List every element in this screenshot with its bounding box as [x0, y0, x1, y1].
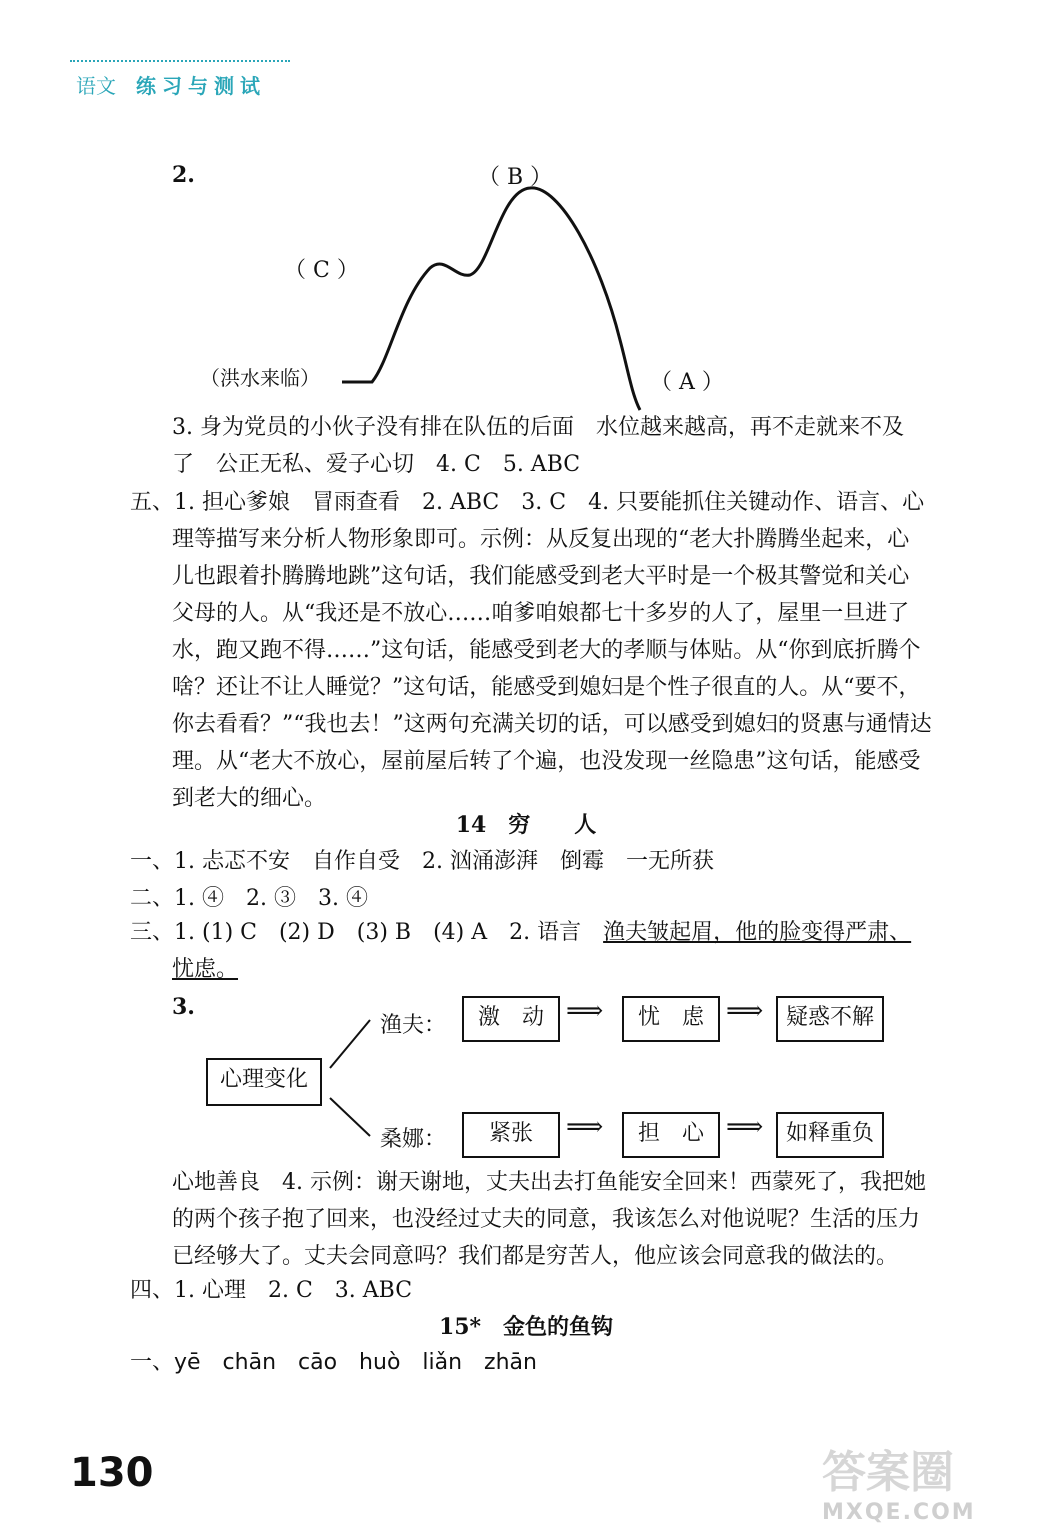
fisherman-step-1: 激 动 [462, 996, 560, 1042]
section-5-line: 父母的人。从“我还是不放心……咱爹咱娘都七十多岁的人了，屋里一旦进了 [172, 601, 910, 626]
arrow-icon: ⟹ [566, 996, 604, 1026]
sangna-step-3: 如释重负 [776, 1112, 884, 1158]
page-number: 130 [70, 1450, 154, 1496]
lesson-14-q1: 一、1. 忐忑不安 自作自受 2. 汹涌澎湃 倒霉 一无所获 [130, 849, 714, 874]
item-3-line-2: 了 公正无私、爱子心切 4. C 5. ABC [172, 452, 581, 477]
book-title: 练习与测试 [136, 74, 266, 98]
sangna-step-2: 担 心 [622, 1112, 720, 1158]
lesson-14-q4: 四、1. 心理 2. C 3. ABC [130, 1278, 413, 1303]
lesson-14-q3-prefix: 三、1. (1) C (2) D (3) B (4) A 2. 语言 [130, 920, 604, 945]
watermark-url: MXQE.COM [822, 1500, 976, 1525]
section-5-line: 到老大的细心。 [172, 786, 327, 811]
arrow-icon: ⟹ [726, 1112, 764, 1142]
diagram-root-box: 心理变化 [206, 1058, 322, 1106]
lesson-14-after-line: 心地善良 4. 示例：谢天谢地，丈夫出去打鱼能安全回来！西蒙死了，我把她 [172, 1170, 926, 1195]
sangna-label: 桑娜： [380, 1127, 447, 1152]
lesson-14-q3 [130, 918, 911, 948]
lesson-14-after-line: 的两个孩子抱了回来，也没经过丈夫的同意，我该怎么对他说呢？生活的压力 [172, 1207, 921, 1232]
fisherman-step-2: 忧 虑 [622, 996, 720, 1042]
section-5-line: 水，跑又跑不得……”这句话，能感受到老大的孝顺与体贴。从“你到底折腾个 [172, 638, 921, 663]
item-3-line-1: 3. 身为党员的小伙子没有排在队伍的后面 水位越来越高，再不走就来不及 [172, 415, 904, 440]
section-5-line: 五、1. 担心爹娘 冒雨查看 2. ABC 3. C 4. 只要能抓住关键动作、语言、心 [130, 490, 925, 515]
lesson-14-q3-underlined-2: 忧虑。 [172, 957, 239, 982]
label-a: （ A ） [650, 370, 724, 395]
sangna-branch-line [330, 1098, 370, 1136]
label-b: （ B ） [478, 165, 553, 190]
label-c: （ C ） [284, 258, 359, 283]
section-5-line: 儿也跟着扑腾腾地跳”这句话，我们能感受到老大平时是一个极其警觉和关心 [172, 564, 910, 589]
sangna-step-1: 紧张 [462, 1112, 560, 1158]
section-5-line: 啥？还让不让人睡觉？”这句话，能感受到媳妇是个性子很直的人。从“要不， [172, 675, 921, 700]
lesson-14-title: 14 穷 人 [455, 812, 597, 838]
section-5-line: 理。从“老大不放心，屋前屋后转了个遍，也没发现一丝隐患”这句话，能感受 [172, 749, 921, 774]
fisherman-branch-line [330, 1020, 370, 1068]
lesson-14-q3-underlined: 渔夫皱起眉，他的脸变得严肃、 [603, 920, 912, 945]
item-2-number: 2. [172, 162, 195, 188]
plot-curve [342, 188, 640, 410]
lesson-14-after-line: 已经够大了。丈夫会同意吗？我们都是穷苦人，他应该会同意我的做法的。 [172, 1244, 899, 1269]
lesson-14-q2: 二、1. ④ 2. ③ 3. ④ [130, 886, 368, 911]
watermark [822, 1436, 1022, 1526]
subject-label: 语文 [76, 74, 116, 98]
section-5-line: 理等描写来分析人物形象即可。示例：从反复出现的“老大扑腾腾坐起来，心 [172, 527, 910, 552]
arrow-icon: ⟹ [566, 1112, 604, 1142]
fisherman-step-3: 疑惑不解 [776, 996, 884, 1042]
lesson-15-q1: 一、yē chān cāo huò liǎn zhān [130, 1350, 537, 1375]
diagram-number: 3. [172, 994, 195, 1020]
arrow-icon: ⟹ [726, 996, 764, 1026]
watermark-logo: 答案圈 [822, 1447, 954, 1498]
label-start: （洪水来临） [200, 366, 320, 390]
lesson-15-title: 15* 金色的鱼钩 [438, 1314, 614, 1340]
section-5-line: 你去看看？”“我也去！”这两句充满关切的话，可以感受到媳妇的贤惠与通情达 [172, 712, 932, 737]
fisherman-label: 渔夫： [380, 1013, 447, 1038]
